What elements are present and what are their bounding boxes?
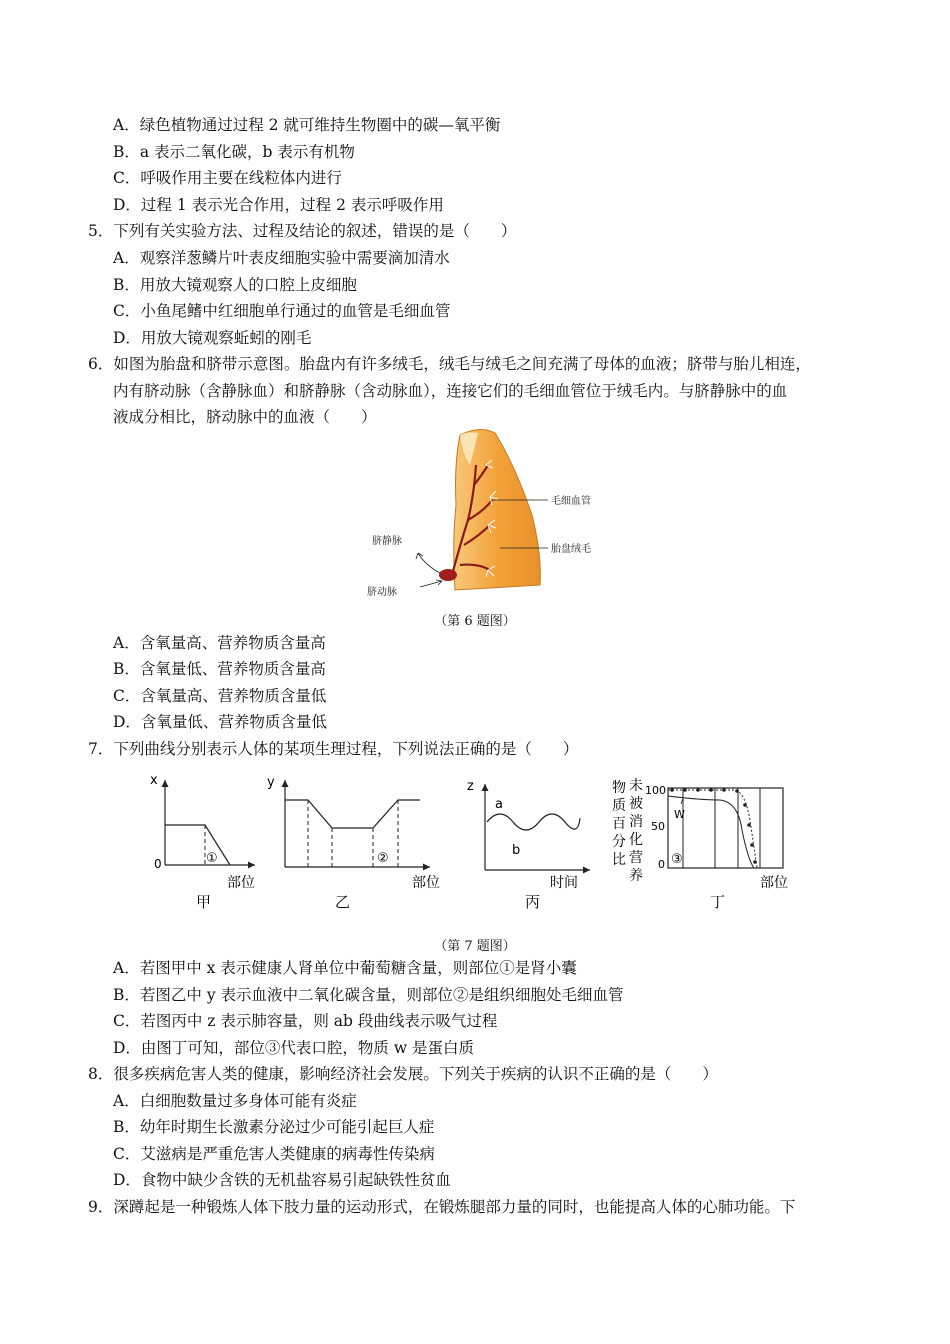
- q5-option-b: B．用放大镜观察人的口腔上皮细胞: [113, 276, 357, 294]
- svg-text:②: ②: [377, 851, 389, 866]
- placenta-figure: [360, 425, 610, 600]
- q6-option-c: C．含氧量高、营养物质含量低: [113, 687, 327, 705]
- q4-option-d: D．过程 1 表示光合作用，过程 2 表示呼吸作用: [113, 196, 444, 214]
- svg-text:时间: 时间: [550, 875, 578, 891]
- q6-option-b: B．含氧量低、营养物质含量高: [113, 660, 326, 678]
- svg-text:消: 消: [629, 814, 643, 830]
- svg-text:100: 100: [645, 784, 666, 797]
- svg-text:0: 0: [154, 857, 162, 871]
- svg-text:养: 养: [629, 868, 643, 884]
- vein-label: 脐静脉: [372, 536, 402, 547]
- q7-option-b: B．若图乙中 y 表示血液中二氧化碳含量，则部位②是组织细胞处毛细血管: [113, 986, 624, 1004]
- artery-label: 脐动脉: [367, 587, 397, 598]
- svg-text:分: 分: [612, 834, 626, 850]
- svg-text:质: 质: [612, 798, 626, 814]
- svg-text:部位: 部位: [760, 875, 788, 891]
- svg-text:①: ①: [206, 851, 218, 866]
- q7-option-c: C．若图丙中 z 表示肺容量，则 ab 段曲线表示吸气过程: [113, 1012, 498, 1030]
- q5-option-a: A．观察洋葱鳞片叶表皮细胞实验中需要滴加清水: [113, 249, 450, 267]
- q8-option-b: B．幼年时期生长激素分泌过少可能引起巨人症: [113, 1118, 435, 1136]
- svg-text:百: 百: [612, 816, 626, 832]
- svg-text:y: y: [267, 775, 275, 790]
- q6-caption: （第 6 题图）: [434, 614, 516, 629]
- q9-stem: 9．深蹲起是一种锻炼人体下肢力量的运动形式，在锻炼腿部力量的同时，也能提高人体的心肺功能。下: [88, 1198, 796, 1216]
- svg-text:丙: 丙: [525, 893, 541, 911]
- q7-option-a: A．若图甲中 x 表示健康人肾单位中葡萄糖含量，则部位①是肾小囊: [113, 959, 577, 977]
- q7-stem: 7．下列曲线分别表示人体的某项生理过程，下列说法正确的是（ ）: [88, 740, 579, 758]
- svg-text:比: 比: [612, 852, 626, 868]
- graph-bing: [467, 779, 590, 911]
- villus-label: 胎盘绒毛: [551, 544, 591, 555]
- q7-graphs: [140, 770, 810, 915]
- q7-option-d: D．由图丁可知，部位③代表口腔，物质 w 是蛋白质: [113, 1039, 475, 1057]
- svg-text:部位: 部位: [412, 875, 440, 891]
- svg-text:未: 未: [629, 778, 643, 794]
- capillary-label: 毛细血管: [551, 496, 591, 507]
- q4-option-a: A．绿色植物通过过程 2 就可维持生物圈中的碳—氧平衡: [113, 116, 501, 134]
- q6-stem-line-3: 液成分相比，脐动脉中的血液（ ）: [113, 408, 377, 426]
- q6-stem-line-2: 内有脐动脉（含静脉血）和脐静脉（含动脉血），连接它们的毛细血管位于绒毛内。与脐静脉中的血: [113, 382, 788, 400]
- q8-stem: 8．很多疾病危害人类的健康，影响经济社会发展。下列关于疾病的认识不正确的是（ ）: [88, 1065, 718, 1083]
- svg-text:③: ③: [671, 852, 683, 867]
- svg-text:W: W: [674, 808, 685, 821]
- graph-yi: [267, 775, 440, 911]
- q4-option-b: B．a 表示二氧化碳，b 表示有机物: [113, 143, 355, 161]
- q8-option-c: C．艾滋病是严重危害人类健康的病毒性传染病: [113, 1145, 435, 1163]
- q5-option-d: D．用放大镜观察蚯蚓的刚毛: [113, 329, 312, 347]
- q6-option-d: D．含氧量低、营养物质含量低: [113, 713, 327, 731]
- q5-option-c: C．小鱼尾鳍中红细胞单行通过的血管是毛细血管: [113, 302, 451, 320]
- svg-text:部位: 部位: [227, 875, 255, 891]
- svg-text:物: 物: [612, 780, 626, 796]
- svg-text:a: a: [495, 797, 503, 812]
- svg-text:b: b: [512, 843, 521, 858]
- q7-caption: （第 7 题图）: [434, 939, 516, 954]
- q4-option-c: C．呼吸作用主要在线粒体内进行: [113, 169, 342, 187]
- svg-text:被: 被: [629, 796, 643, 812]
- graph-ding: [612, 777, 788, 911]
- svg-text:营: 营: [629, 850, 643, 866]
- svg-text:甲: 甲: [196, 893, 212, 911]
- svg-text:z: z: [467, 779, 474, 794]
- svg-text:化: 化: [629, 832, 643, 848]
- svg-text:0: 0: [658, 858, 665, 871]
- q5-stem: 5．下列有关实验方法、过程及结论的叙述，错误的是（ ）: [88, 222, 517, 240]
- q6-option-a: A．含氧量高、营养物质含量高: [113, 634, 326, 652]
- q8-option-a: A．白细胞数量过多身体可能有炎症: [113, 1092, 357, 1110]
- svg-text:50: 50: [651, 820, 665, 833]
- q6-stem-line-1: 6．如图为胎盘和脐带示意图。胎盘内有许多绒毛，绒毛与绒毛之间充满了母体的血液；脐带与胎儿相连，: [88, 355, 811, 373]
- q8-option-d: D．食物中缺少含铁的无机盐容易引起缺铁性贫血: [113, 1171, 451, 1189]
- svg-text:乙: 乙: [335, 893, 351, 911]
- svg-text:丁: 丁: [710, 893, 726, 911]
- svg-text:x: x: [150, 773, 158, 788]
- graph-jia: [150, 773, 255, 911]
